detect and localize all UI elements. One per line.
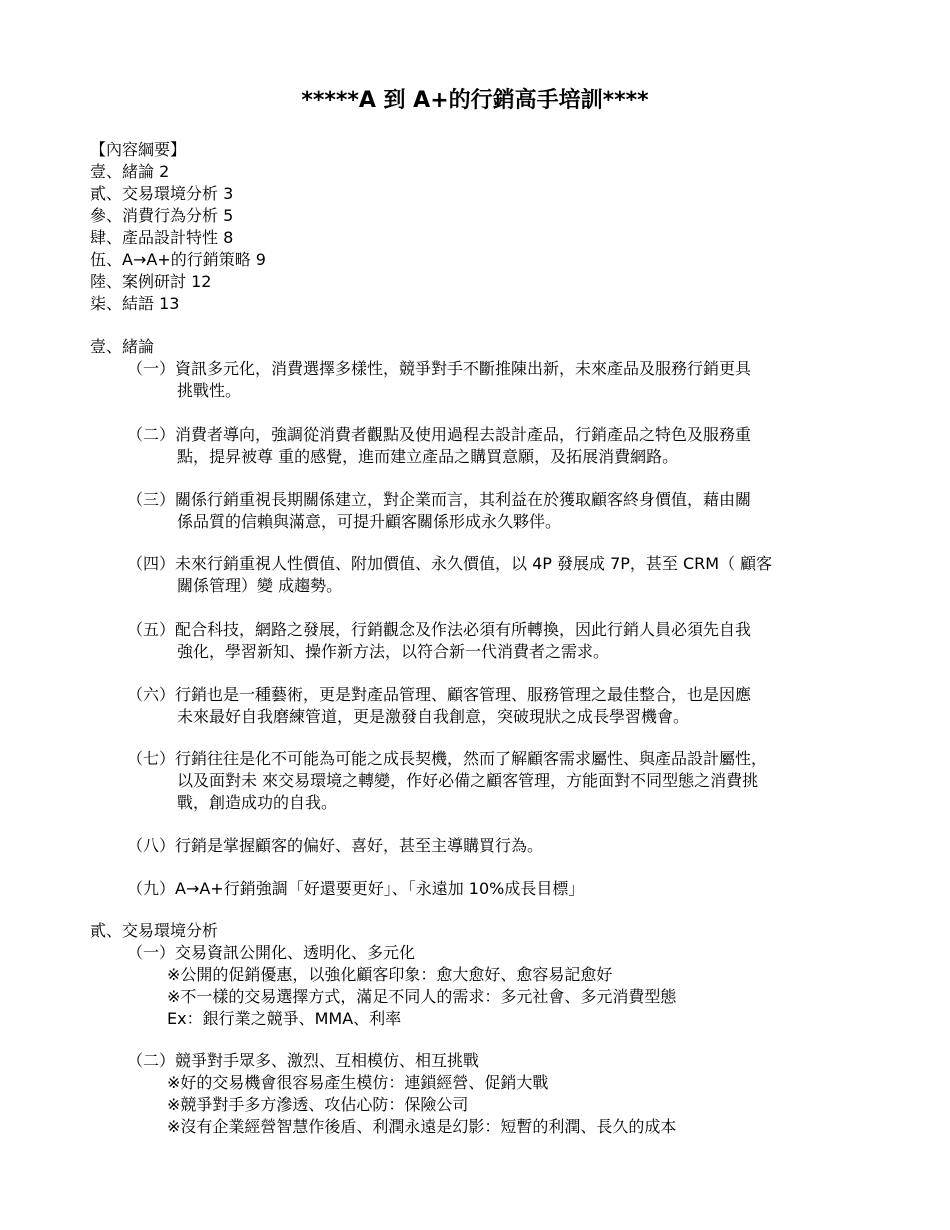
paragraph-line: 未來最好自我磨練管道，更是激發自我創意，突破現狀之成長學習機會。: [177, 707, 690, 726]
paragraph-line: 係品質的信賴與滿意，可提升顧客關係形成永久夥伴。: [177, 512, 562, 531]
paragraph-line: （三）關係行銷重視長期關係建立，對企業而言，其利益在於獲取顧客終身價值，藉由關: [127, 490, 752, 509]
subsection-heading: （二）競爭對手眾多、激烈、互相模仿、相互挑戰: [127, 1051, 480, 1070]
paragraph-line: （六）行銷也是一種藝術，更是對產品管理、顧客管理、服務管理之最佳整合，也是因應: [127, 685, 752, 704]
paragraph-line: （八）行銷是掌握顧客的偏好、喜好，甚至主導購買行為。: [127, 836, 544, 855]
bullet-line: Ex：銀行業之競爭、MMA、利率: [167, 1009, 402, 1028]
paragraph-line: （九）A→A+行銷強調「好還要更好」、「永遠加 10%成長目標」: [127, 879, 585, 898]
bullet-line: ※沒有企業經營智慧作後盾、利潤永遠是幻影：短暫的利潤、長久的成本: [167, 1117, 677, 1136]
toc-heading: 【內容綱要】: [90, 140, 187, 159]
toc-item: 貳、交易環境分析 3: [90, 184, 234, 203]
bullet-line: ※競爭對手多方滲透、攻佔心防：保險公司: [167, 1095, 469, 1114]
paragraph-line: （四）未來行銷重視人性價值、附加價值、永久價值，以 4P 發展成 7P，甚至 CRM（ 顧客: [127, 554, 773, 573]
paragraph-line: （一）資訊多元化，消費選擇多樣性，競爭對手不斷推陳出新，未來產品及服務行銷更具: [127, 359, 752, 378]
bullet-line: ※不一樣的交易選擇方式，滿足不同人的需求：多元社會、多元消費型態: [167, 987, 677, 1006]
paragraph-line: 強化，學習新知、操作新方法，以符合新一代消費者之需求。: [177, 642, 610, 661]
toc-item: 柒、結語 13: [90, 294, 180, 313]
toc-item: 參、消費行為分析 5: [90, 206, 234, 225]
paragraph-line: 以及面對未 來交易環境之轉變，作好必備之顧客管理，方能面對不同型態之消費挑: [177, 771, 759, 790]
subsection-heading: （一）交易資訊公開化、透明化、多元化: [127, 943, 416, 962]
paragraph-line: （二）消費者導向，強調從消費者觀點及使用過程去設計產品，行銷產品之特色及服務重: [127, 425, 752, 444]
paragraph-line: （五）配合科技，網路之發展，行銷觀念及作法必須有所轉換，因此行銷人員必須先自我: [127, 620, 752, 639]
paragraph-line: 點，提昇被尊 重的感覺，進而建立產品之購買意願，及拓展消費網路。: [177, 447, 679, 466]
section-heading: 壹、緒論: [90, 337, 155, 356]
toc-item: 陸、案例研討 12: [90, 272, 212, 291]
paragraph-line: 戰，創造成功的自我。: [177, 793, 338, 812]
toc-item: 伍、A→A+的行銷策略 9: [90, 250, 266, 269]
document-title: *****A 到 A+的行銷高手培訓****: [301, 88, 649, 113]
toc-item: 肆、產品設計特性 8: [90, 228, 234, 247]
paragraph-line: 挑戰性。: [177, 381, 242, 400]
section-heading: 貳、交易環境分析: [90, 921, 219, 940]
paragraph-line: （七）行銷往往是化不可能為可能之成長契機，然而了解顧客需求屬性、與產品設計屬性，: [127, 749, 768, 768]
toc-item: 壹、緒論 2: [90, 162, 170, 181]
bullet-line: ※公開的促銷優惠，以強化顧客印象：愈大愈好、愈容易記愈好: [167, 965, 613, 984]
paragraph-line: 關係管理）變 成趨勢。: [177, 576, 343, 595]
bullet-line: ※好的交易機會很容易產生模仿：連鎖經營、促銷大戰: [167, 1073, 549, 1092]
